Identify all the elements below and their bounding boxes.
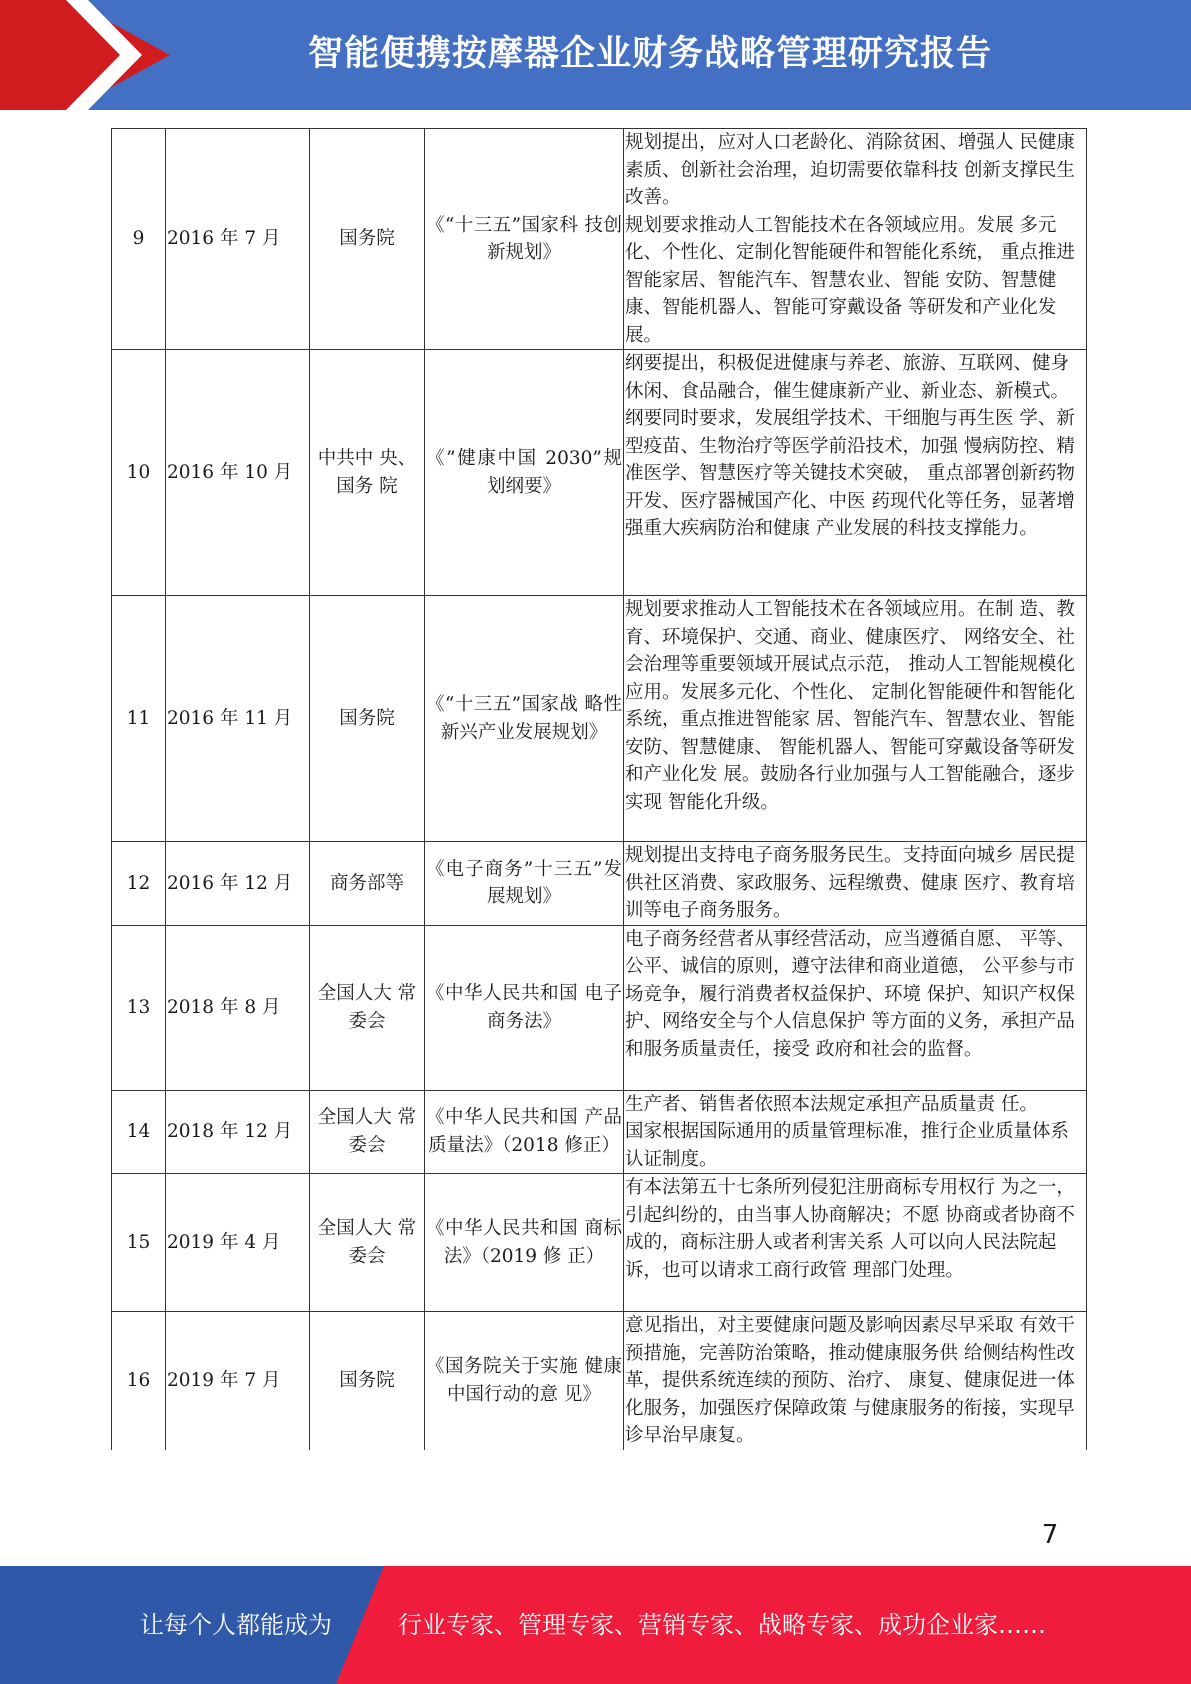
policy-content: 生产者、销售者依照本法规定承担产品质量责 任。 国家根据国际通用的质量管理标准，推行企业质量体系认证制度。 [624,1090,1087,1174]
policy-name-text: 《国务院关于实施 健康中国行动的意 见》 [426,1356,622,1405]
report-title: 智能便携按摩器企业财务战略管理研究报告 [307,34,992,74]
policy-name [425,925,624,1090]
policy-name [425,1174,624,1312]
page-footer [0,1566,1191,1684]
policy-name-text: 《中华人民共和国 产品质量法》（2018 修正） [426,1107,622,1156]
header-chevron-icon [66,0,156,110]
policy-name [425,350,624,596]
policy-name-text: 《“十三五”国家科 技创新规划》 [426,214,622,263]
issuing-body: 国务院 [310,129,425,350]
policy-content: 规划提出支持电子商务服务民生。支持面向城乡 居民提供社区消费、家政服务、远程缴费、健康 医疗、教育培训等电子商务服务。 [624,842,1087,926]
policy-table [111,128,1087,1450]
table-row [112,1090,1087,1174]
row-number: 11 [112,596,166,842]
policy-name [425,842,624,926]
row-number: 13 [112,925,166,1090]
row-number: 16 [112,1312,166,1450]
policy-content: 规划提出，应对人口老龄化、消除贫困、增强人 民健康素质、创新社会治理，迫切需要依靠科技 创新支撑民生改善。 规划要求推动人工智能技术在各领域应用。发展 多元化、个性化、定制化智能硬件和智能化系统， 重点推进智能家居、智能汽车、智慧农业、智能 安防、智慧健康、智能机器人、智能可穿戴设备 等研发和产业化发展。 [624,129,1087,350]
release-date: 2019 年 7 月 [166,1312,310,1450]
issuing-body: 全国人大 常委会 [310,925,425,1090]
release-date: 2016 年 10 月 [166,350,310,596]
issuing-body: 全国人大 常委会 [310,1174,425,1312]
policy-name-text: 《”健康中国 2030”规划纲要》 [426,448,622,497]
issuing-body: 国务院 [310,596,425,842]
row-number: 9 [112,129,166,350]
policy-name-text: 《电子商务”十三五”发展规划》 [426,858,622,908]
table-row [112,925,1087,1090]
policy-name [425,129,624,350]
footer-blue-slant [336,1566,384,1684]
policy-content: 意见指出，对主要健康问题及影响因素尽早采取 有效干预措施，完善防治策略，推动健康服务供 给侧结构性改革，提供系统连续的预防、治疗、 康复、健康促进一体化服务，加强医疗保障政策 与健康服务的衔接，实现早诊早治早康复。 [624,1312,1087,1450]
table-row [112,596,1087,842]
policy-name-text: 《中华人民共和国 电子商务法》 [426,983,622,1032]
release-date: 2018 年 8 月 [166,925,310,1090]
policy-content: 规划要求推动人工智能技术在各领域应用。在制 造、教育、环境保护、交通、商业、健康医疗、 网络安全、社会治理等重要领域开展试点示范， 推动人工智能规模化应用。发展多元化、个性化、 定制化智能硬件和智能化系统，重点推进智能家 居、智能汽车、智慧农业、智能安防、智慧健康、 智能机器人、智能可穿戴设备等研发和产业化发 展。鼓励各行业加强与人工智能融合，逐步实现 智能化升级。 [624,596,1087,842]
table-row [112,1312,1087,1450]
issuing-body: 国务院 [310,1312,425,1450]
policy-name [425,596,624,842]
row-number: 14 [112,1090,166,1174]
issuing-body: 商务部等 [310,842,425,926]
footer-slogan-left: 让每个人都能成为 [140,1611,332,1639]
row-number: 10 [112,350,166,596]
table-row [112,129,1087,350]
issuing-body: 全国人大 常委会 [310,1090,425,1174]
page-header [0,0,1191,110]
release-date: 2016 年 12 月 [166,842,310,926]
policy-name-text: 《中华人民共和国 商标法》（2019 修 正） [426,1218,622,1267]
release-date: 2018 年 12 月 [166,1090,310,1174]
policy-name [425,1090,624,1174]
issuing-body: 中共中 央、国务 院 [310,350,425,596]
header-accent-block [0,0,70,110]
table-row [112,1174,1087,1312]
release-date: 2016 年 11 月 [166,596,310,842]
policy-content: 纲要提出，积极促进健康与养老、旅游、互联网、健身休闲、食品融合，催生健康新产业、新业态、新模式。 纲要同时要求，发展组学技术、干细胞与再生医 学、新型疫苗、生物治疗等医学前沿技术，加强 慢病防控、精准医学、智慧医疗等关键技术突破， 重点部署创新药物开发、医疗器械国产化、中医 药现代化等任务，显著增强重大疾病防治和健康 产业发展的科技支撑能力。 [624,350,1087,596]
table-row [112,350,1087,596]
policy-content: 电子商务经营者从事经营活动，应当遵循自愿、 平等、公平、诚信的原则，遵守法律和商业道德， 公平参与市场竞争，履行消费者权益保护、环境 保护、知识产权保护、网络安全与个人信息保护 等方面的义务，承担产品和服务质量责任，接受 政府和社会的监督。 [624,925,1087,1090]
policy-name [425,1312,624,1450]
row-number: 15 [112,1174,166,1312]
release-date: 2016 年 7 月 [166,129,310,350]
row-number: 12 [112,842,166,926]
policy-content: 有本法第五十七条所列侵犯注册商标专用权行 为之一，引起纠纷的，由当事人协商解决；不愿 协商或者协商不成的，商标注册人或者利害关系 人可以向人民法院起诉，也可以请求工商行政管 理部门处理。 [624,1174,1087,1312]
footer-slogan-right: 行业专家、管理专家、营销专家、战略专家、成功企业家…… [398,1611,1046,1639]
release-date: 2019 年 4 月 [166,1174,310,1312]
page-number: 7 [1041,1520,1059,1550]
policy-name-text: 《“十三五”国家战 略性新兴产业发展规划》 [426,694,622,743]
table-row [112,842,1087,926]
